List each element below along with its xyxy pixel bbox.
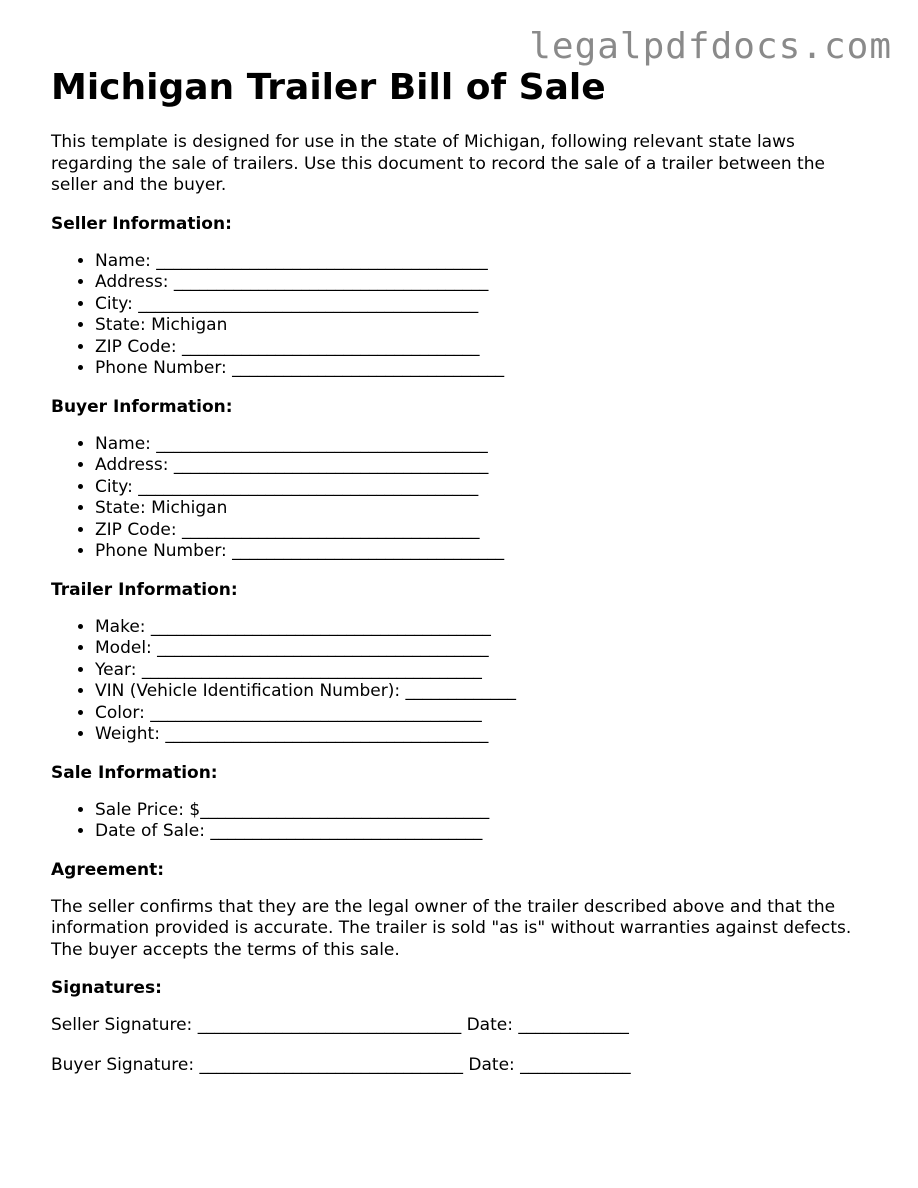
sale-price-field: • Sale Price: $__________________________________ — [95, 800, 871, 822]
agreement-paragraph: The seller confirms that they are the legal owner of the trailer described above and that the information provided is accurate. The trailer is sold "as is" without warranties against defects. The buyer accepts the terms of this sale. — [51, 896, 852, 960]
buyer-name-field: • Name: _______________________________________ — [95, 434, 871, 456]
trailer-vin-field: • VIN (Vehicle Identification Number): _____________ — [95, 681, 871, 703]
document-page — [51, 66, 871, 1076]
seller-address-field: • Address: _____________________________________ — [95, 272, 871, 294]
buyer-list — [51, 434, 871, 563]
trailer-weight-field: • Weight: ______________________________________ — [95, 724, 871, 746]
seller-zip-field: • ZIP Code: ___________________________________ — [95, 337, 871, 359]
trailer-year-field: • Year: ________________________________________ — [95, 660, 871, 682]
seller-heading: Seller Information: — [51, 213, 232, 234]
signatures-heading: Signatures: — [51, 978, 162, 998]
buyer-phone-field: • Phone Number: ________________________________ — [95, 541, 871, 563]
trailer-list — [51, 617, 871, 746]
buyer-heading: Buyer Information: — [51, 396, 233, 417]
sale-date-field: • Date of Sale: ________________________________ — [95, 821, 871, 843]
buyer-city-field: • City: ________________________________________ — [95, 477, 871, 499]
buyer-state-field: • State: Michigan — [95, 498, 871, 520]
trailer-heading: Trailer Information: — [51, 579, 238, 600]
seller-city-field: • City: ________________________________________ — [95, 294, 871, 316]
seller-state-field: • State: Michigan — [95, 315, 871, 337]
watermark: legalpdfdocs.com — [529, 26, 892, 67]
agreement-heading: Agreement: — [51, 859, 165, 880]
seller-phone-field: • Phone Number: ________________________________ — [95, 358, 871, 380]
sale-list — [51, 800, 871, 843]
seller-list — [51, 251, 871, 380]
trailer-color-field: • Color: _______________________________________ — [95, 703, 871, 725]
page-title: Michigan Trailer Bill of Sale — [51, 67, 606, 108]
trailer-model-field: • Model: _______________________________________ — [95, 638, 871, 660]
seller-name-field: • Name: _______________________________________ — [95, 251, 871, 273]
buyer-address-field: • Address: _____________________________________ — [95, 455, 871, 477]
buyer-signature-line: Buyer Signature: _______________________________ Date: _____________ — [51, 1054, 631, 1075]
intro-paragraph: This template is designed for use in the state of Michigan, following relevant state laws regarding the sale of trailers. Use this document to record the sale of a trailer between the seller and the buyer. — [51, 132, 825, 195]
trailer-make-field: • Make: ________________________________________ — [95, 617, 871, 639]
sale-heading: Sale Information: — [51, 762, 218, 783]
seller-signature-line: Seller Signature: _______________________________ Date: _____________ — [51, 1015, 629, 1035]
buyer-zip-field: • ZIP Code: ___________________________________ — [95, 520, 871, 542]
